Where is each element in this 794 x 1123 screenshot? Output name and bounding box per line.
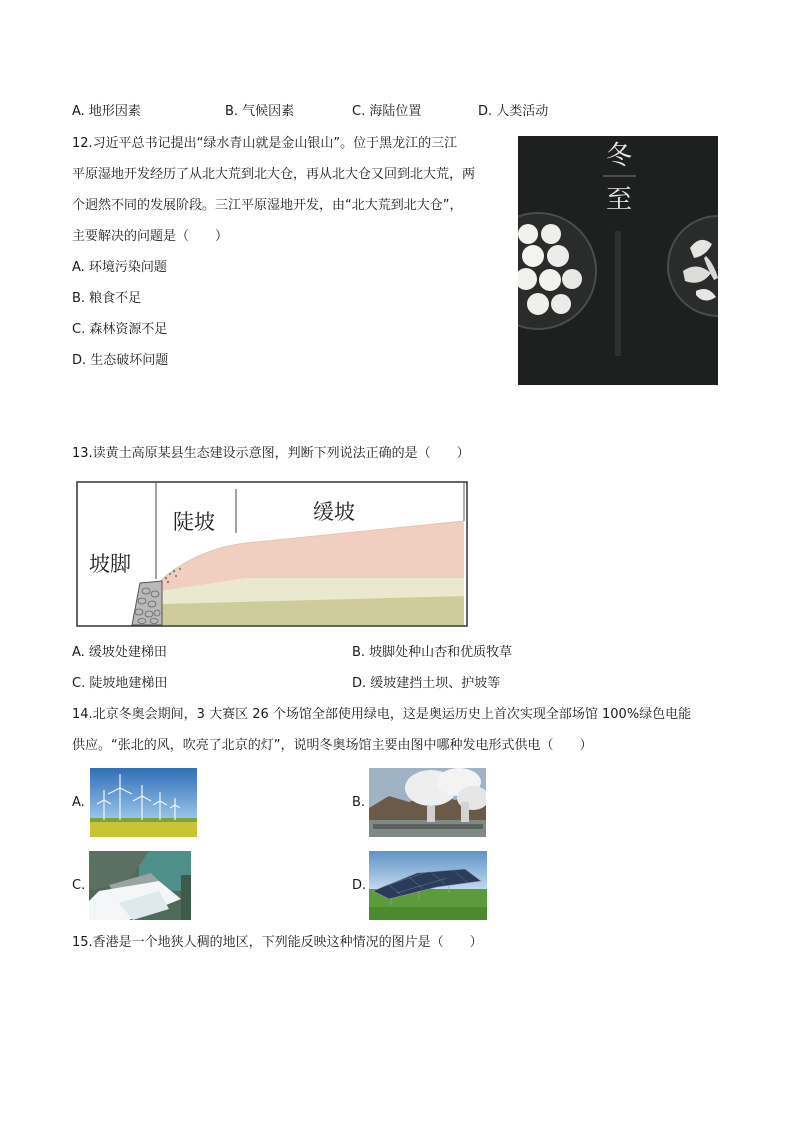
q15-stem: 15.香港是一个地狭人稠的地区，下列能反映这种情况的图片是（ ） xyxy=(72,935,483,950)
label-slope-foot: 坡脚 xyxy=(89,552,131,576)
q12-stem-line-2: 平原湿地开发经历了从北大荒到北大仓，再从北大仓又回到北大荒，两 xyxy=(72,167,476,182)
label-steep-slope: 陡坡 xyxy=(173,510,215,534)
winter-solstice-poster-image xyxy=(518,136,718,385)
poster-char-1: 冬 xyxy=(605,141,633,171)
q13-stem: 13.读黄土高原某县生态建设示意图，判断下列说法正确的是（ ） xyxy=(72,446,470,461)
wind-turbines-photo xyxy=(90,768,197,837)
q11-option-b: B. 气候因素 xyxy=(225,104,295,119)
q13-option-a: A. 缓坡处建梯田 xyxy=(72,645,167,660)
slope-diagram-svg xyxy=(76,481,468,627)
loess-slope-diagram xyxy=(76,481,468,627)
q11-option-a: A. 地形因素 xyxy=(72,104,141,119)
q13-option-c: C. 陡坡地建梯田 xyxy=(72,676,168,691)
q12-option-b: B. 粮食不足 xyxy=(72,291,142,306)
q14-option-d-letter: D. xyxy=(352,878,367,893)
q12-option-a: A. 环境污染问题 xyxy=(72,260,167,275)
poster-char-2: 至 xyxy=(605,185,633,215)
q12-stem-line-3: 个迥然不同的发展阶段。三江平原湿地开发，由“北大荒到北大仓”， xyxy=(72,198,463,213)
q14-option-a-letter: A. xyxy=(72,795,85,810)
q14-option-b-letter: B. xyxy=(352,795,366,810)
q14-option-c-letter: C. xyxy=(72,878,86,893)
q11-option-c: C. 海陆位置 xyxy=(352,104,422,119)
q11-option-d: D. 人类活动 xyxy=(478,104,549,119)
q13-option-b: B. 坡脚处种山杏和优质牧草 xyxy=(352,645,513,660)
q12-stem-line-1: 12.习近平总书记提出“绿水青山就是金山银山”。位于黑龙江的三江 xyxy=(72,136,458,151)
poster-artwork xyxy=(518,136,718,385)
label-gentle-slope: 缓坡 xyxy=(313,500,355,524)
q14-stem-line-2: 供应。“张北的风，吹亮了北京的灯”，说明冬奥场馆主要由图中哪种发电形式供电（ ） xyxy=(72,738,593,753)
geothermal-plant-photo xyxy=(369,768,486,837)
q12-option-d: D. 生态破坏问题 xyxy=(72,353,169,368)
q12-stem-line-4: 主要解决的问题是（ ） xyxy=(72,229,229,244)
q14-stem-line-1: 14.北京冬奥会期间，3 大赛区 26 个场馆全部使用绿电，这是奥运历史上首次实现全部场馆 100%绿色电能 xyxy=(72,707,692,722)
q13-option-d: D. 缓坡建挡土坝、护坡等 xyxy=(352,676,501,691)
q12-option-c: C. 森林资源不足 xyxy=(72,322,168,337)
hydropower-dam-photo xyxy=(89,851,191,920)
solar-panels-photo xyxy=(369,851,487,920)
